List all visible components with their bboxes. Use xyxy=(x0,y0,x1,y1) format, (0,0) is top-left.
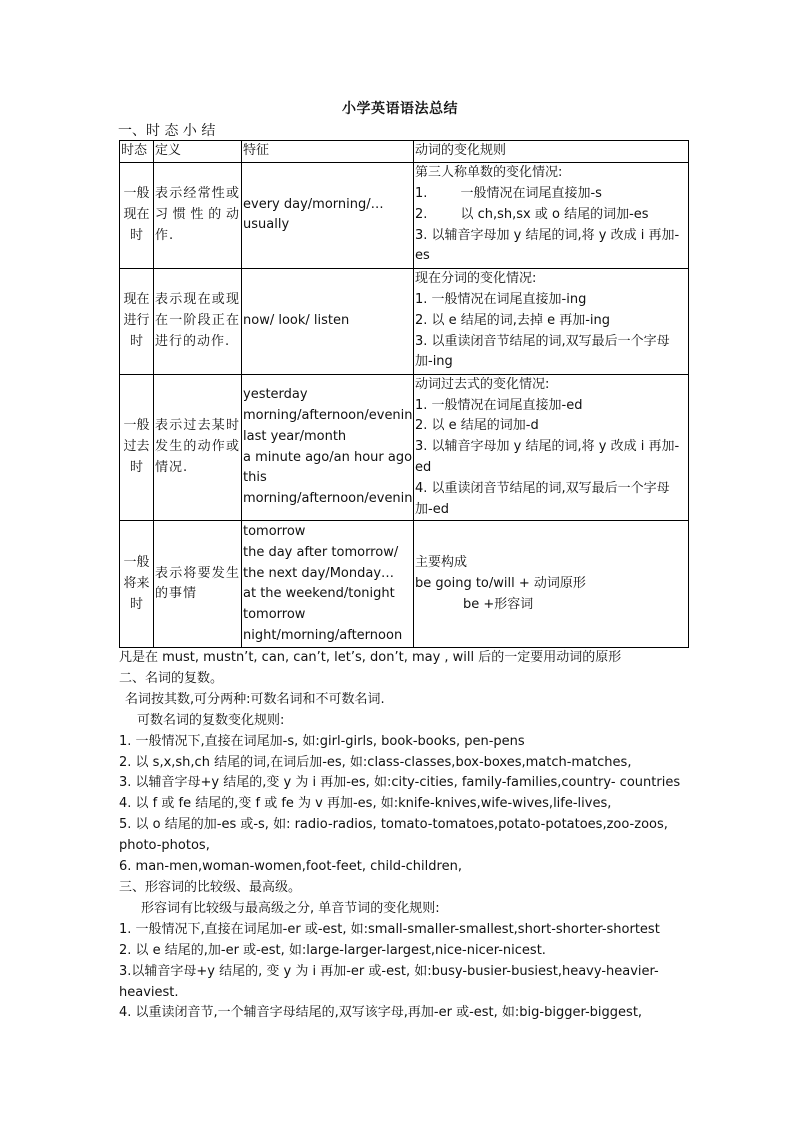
rule-item: 1. 一般情况在词尾直接加-ed xyxy=(415,397,583,413)
list-item: 4. 以 f 或 fe 结尾的,变 f 或 fe 为 v 再加-es, 如:knife-knives,wife-wives,life-lives, xyxy=(119,796,612,812)
tense-cell xyxy=(120,521,154,648)
rule-item: 第三人称单数的变化情况: xyxy=(415,165,563,181)
header-tense: 时态 xyxy=(120,141,154,163)
definition-text: 表示过去某时发生的动作或情况. xyxy=(155,418,240,475)
feature-item: morning/afternoon/evenin xyxy=(243,491,413,507)
table-header-row xyxy=(120,141,689,163)
features-cell xyxy=(242,521,414,648)
rule-item: 现在分词的变化情况: xyxy=(415,271,537,287)
features-cell xyxy=(242,162,414,268)
features-cell xyxy=(242,374,414,521)
list-item: 2. 以 e 结尾的,加-er 或-est, 如:large-larger-largest,nice-nicer-nicest. xyxy=(119,942,546,958)
rule-item: 2. 以 e 结尾的词,去掉 e 再加-ing xyxy=(415,312,610,328)
rule-item: be +形容词 xyxy=(463,596,534,612)
features-cell xyxy=(242,268,414,374)
body-content xyxy=(119,648,689,1024)
rule-item: 动词过去式的变化情况: xyxy=(415,376,550,392)
feature-item: morning/afternoon/evenin xyxy=(243,407,413,423)
tense-name: 现在进行时 xyxy=(123,292,150,349)
tense-cell xyxy=(120,268,154,374)
tense-cell xyxy=(120,374,154,521)
rules-cell xyxy=(414,374,689,521)
table-row xyxy=(120,521,689,648)
feature-item: a minute ago/an hour ago xyxy=(243,449,413,465)
header-rules: 动词的变化规则 xyxy=(414,141,689,163)
table-row xyxy=(120,162,689,268)
page-title: 小学英语语法总结 xyxy=(342,101,458,117)
rules-cell xyxy=(414,268,689,374)
list-item: 1. 一般情况下,直接在词尾加-er 或-est, 如:small-smaller-smallest,short-shorter-shortest xyxy=(119,921,660,937)
section-heading-tenses: 一、时 态 小 结 xyxy=(118,123,216,139)
tense-name: 一般将来时 xyxy=(123,555,150,612)
definition-cell xyxy=(154,162,242,268)
feature-item: usually xyxy=(243,217,290,233)
table-row xyxy=(120,374,689,521)
list-item: 6. man-men,woman-women,foot-feet, child-children, xyxy=(119,859,462,875)
tense-cell xyxy=(120,162,154,268)
list-item: 5. 以 o 结尾的加-es 或-s, 如: radio-radios, tomato-tomatoes,potato-potatoes,zoo-zoos, photo-photos, xyxy=(119,817,668,854)
feature-item: this xyxy=(243,470,267,486)
feature-item: last year/month xyxy=(243,428,347,444)
rule-item: 主要构成 xyxy=(415,555,468,571)
tense-summary-table xyxy=(119,140,689,648)
feature-item: tomorrow xyxy=(243,607,306,623)
rules-cell xyxy=(414,162,689,268)
definition-text: 表示将要发生的事情 xyxy=(155,565,240,602)
rule-item: 2. 以 e 结尾的词加-d xyxy=(415,418,539,434)
rule-item: 3. 以辅音字母加 y 结尾的词,将 y 改成 i 再加-es xyxy=(415,227,680,264)
feature-item: now/ look/ listen xyxy=(243,312,350,328)
feature-item: night/morning/afternoon xyxy=(243,627,403,643)
tense-name: 一般现在时 xyxy=(123,186,150,243)
rules-cell xyxy=(414,521,689,648)
list-item: 3.以辅音字母+y 结尾的, 变 y 为 i 再加-er 或-est, 如:busy-busier-busiest,heavy-heavier-heaviest. xyxy=(119,963,659,1000)
rule-item: 3. 以重读闭音节结尾的词,双写最后一个字母加-ing xyxy=(415,333,670,370)
list-item: 4. 以重读闭音节,一个辅音字母结尾的,双写该字母,再加-er 或-est, 如:big-bigger-biggest, xyxy=(119,1005,643,1021)
plurals-rules-title: 可数名词的复数变化规则: xyxy=(137,712,285,728)
list-item: 2. 以 s,x,sh,ch 结尾的词,在词后加-es, 如:class-classes,box-boxes,match-matches, xyxy=(119,754,632,770)
definition-cell xyxy=(154,521,242,648)
rule-item: 3. 以辅音字母加 y 结尾的词,将 y 改成 i 再加-ed xyxy=(415,439,680,475)
feature-item: every day/morning/… xyxy=(243,196,384,212)
feature-item: tomorrow xyxy=(243,523,306,539)
rule-item: be going to/will + 动词原形 xyxy=(415,575,586,591)
list-item: 3. 以辅音字母+y 结尾的,变 y 为 i 再加-es, 如:city-cities, family-families,country- countries xyxy=(119,775,681,791)
header-features: 特征 xyxy=(242,141,414,163)
feature-item: at the weekend/tonight xyxy=(243,586,395,602)
list-item: 1. 一般情况下,直接在词尾加-s, 如:girl-girls, book-books, pen-pens xyxy=(119,733,525,749)
definition-text: 表示经常性或习惯性的动作. xyxy=(155,186,240,243)
rule-item: 2. 以 ch,sh,sx 或 o 结尾的词加-es xyxy=(415,206,649,222)
rule-item: 1. 一般情况在词尾直接加-s xyxy=(415,186,602,202)
feature-item: yesterday xyxy=(243,387,308,403)
definition-cell xyxy=(154,268,242,374)
section-heading-adjectives: 三、形容词的比较级、最高级。 xyxy=(119,879,302,895)
section-heading-plurals: 二、名词的复数。 xyxy=(119,670,224,686)
rule-item: 4. 以重读闭音节结尾的词,双写最后一个字母加-ed xyxy=(415,480,670,517)
definition-cell xyxy=(154,374,242,521)
modal-verb-note: 凡是在 must, mustn’t, can, can’t, let’s, don’t, may , will 后的一定要用动词的原形 xyxy=(119,650,622,665)
feature-item: the next day/Monday… xyxy=(243,565,395,581)
table-row xyxy=(120,268,689,374)
header-definition: 定义 xyxy=(154,141,242,163)
adjectives-intro: 形容词有比较级与最高级之分, 单音节词的变化规则: xyxy=(141,900,440,916)
plurals-intro: 名词按其数,可分两种:可数名词和不可数名词. xyxy=(125,691,385,707)
feature-item: the day after tomorrow/ xyxy=(243,544,399,560)
tense-name: 一般过去时 xyxy=(123,418,150,475)
rule-item: 1. 一般情况在词尾直接加-ing xyxy=(415,292,587,308)
definition-text: 表示现在或现在一阶段正在进行的动作. xyxy=(155,292,240,349)
